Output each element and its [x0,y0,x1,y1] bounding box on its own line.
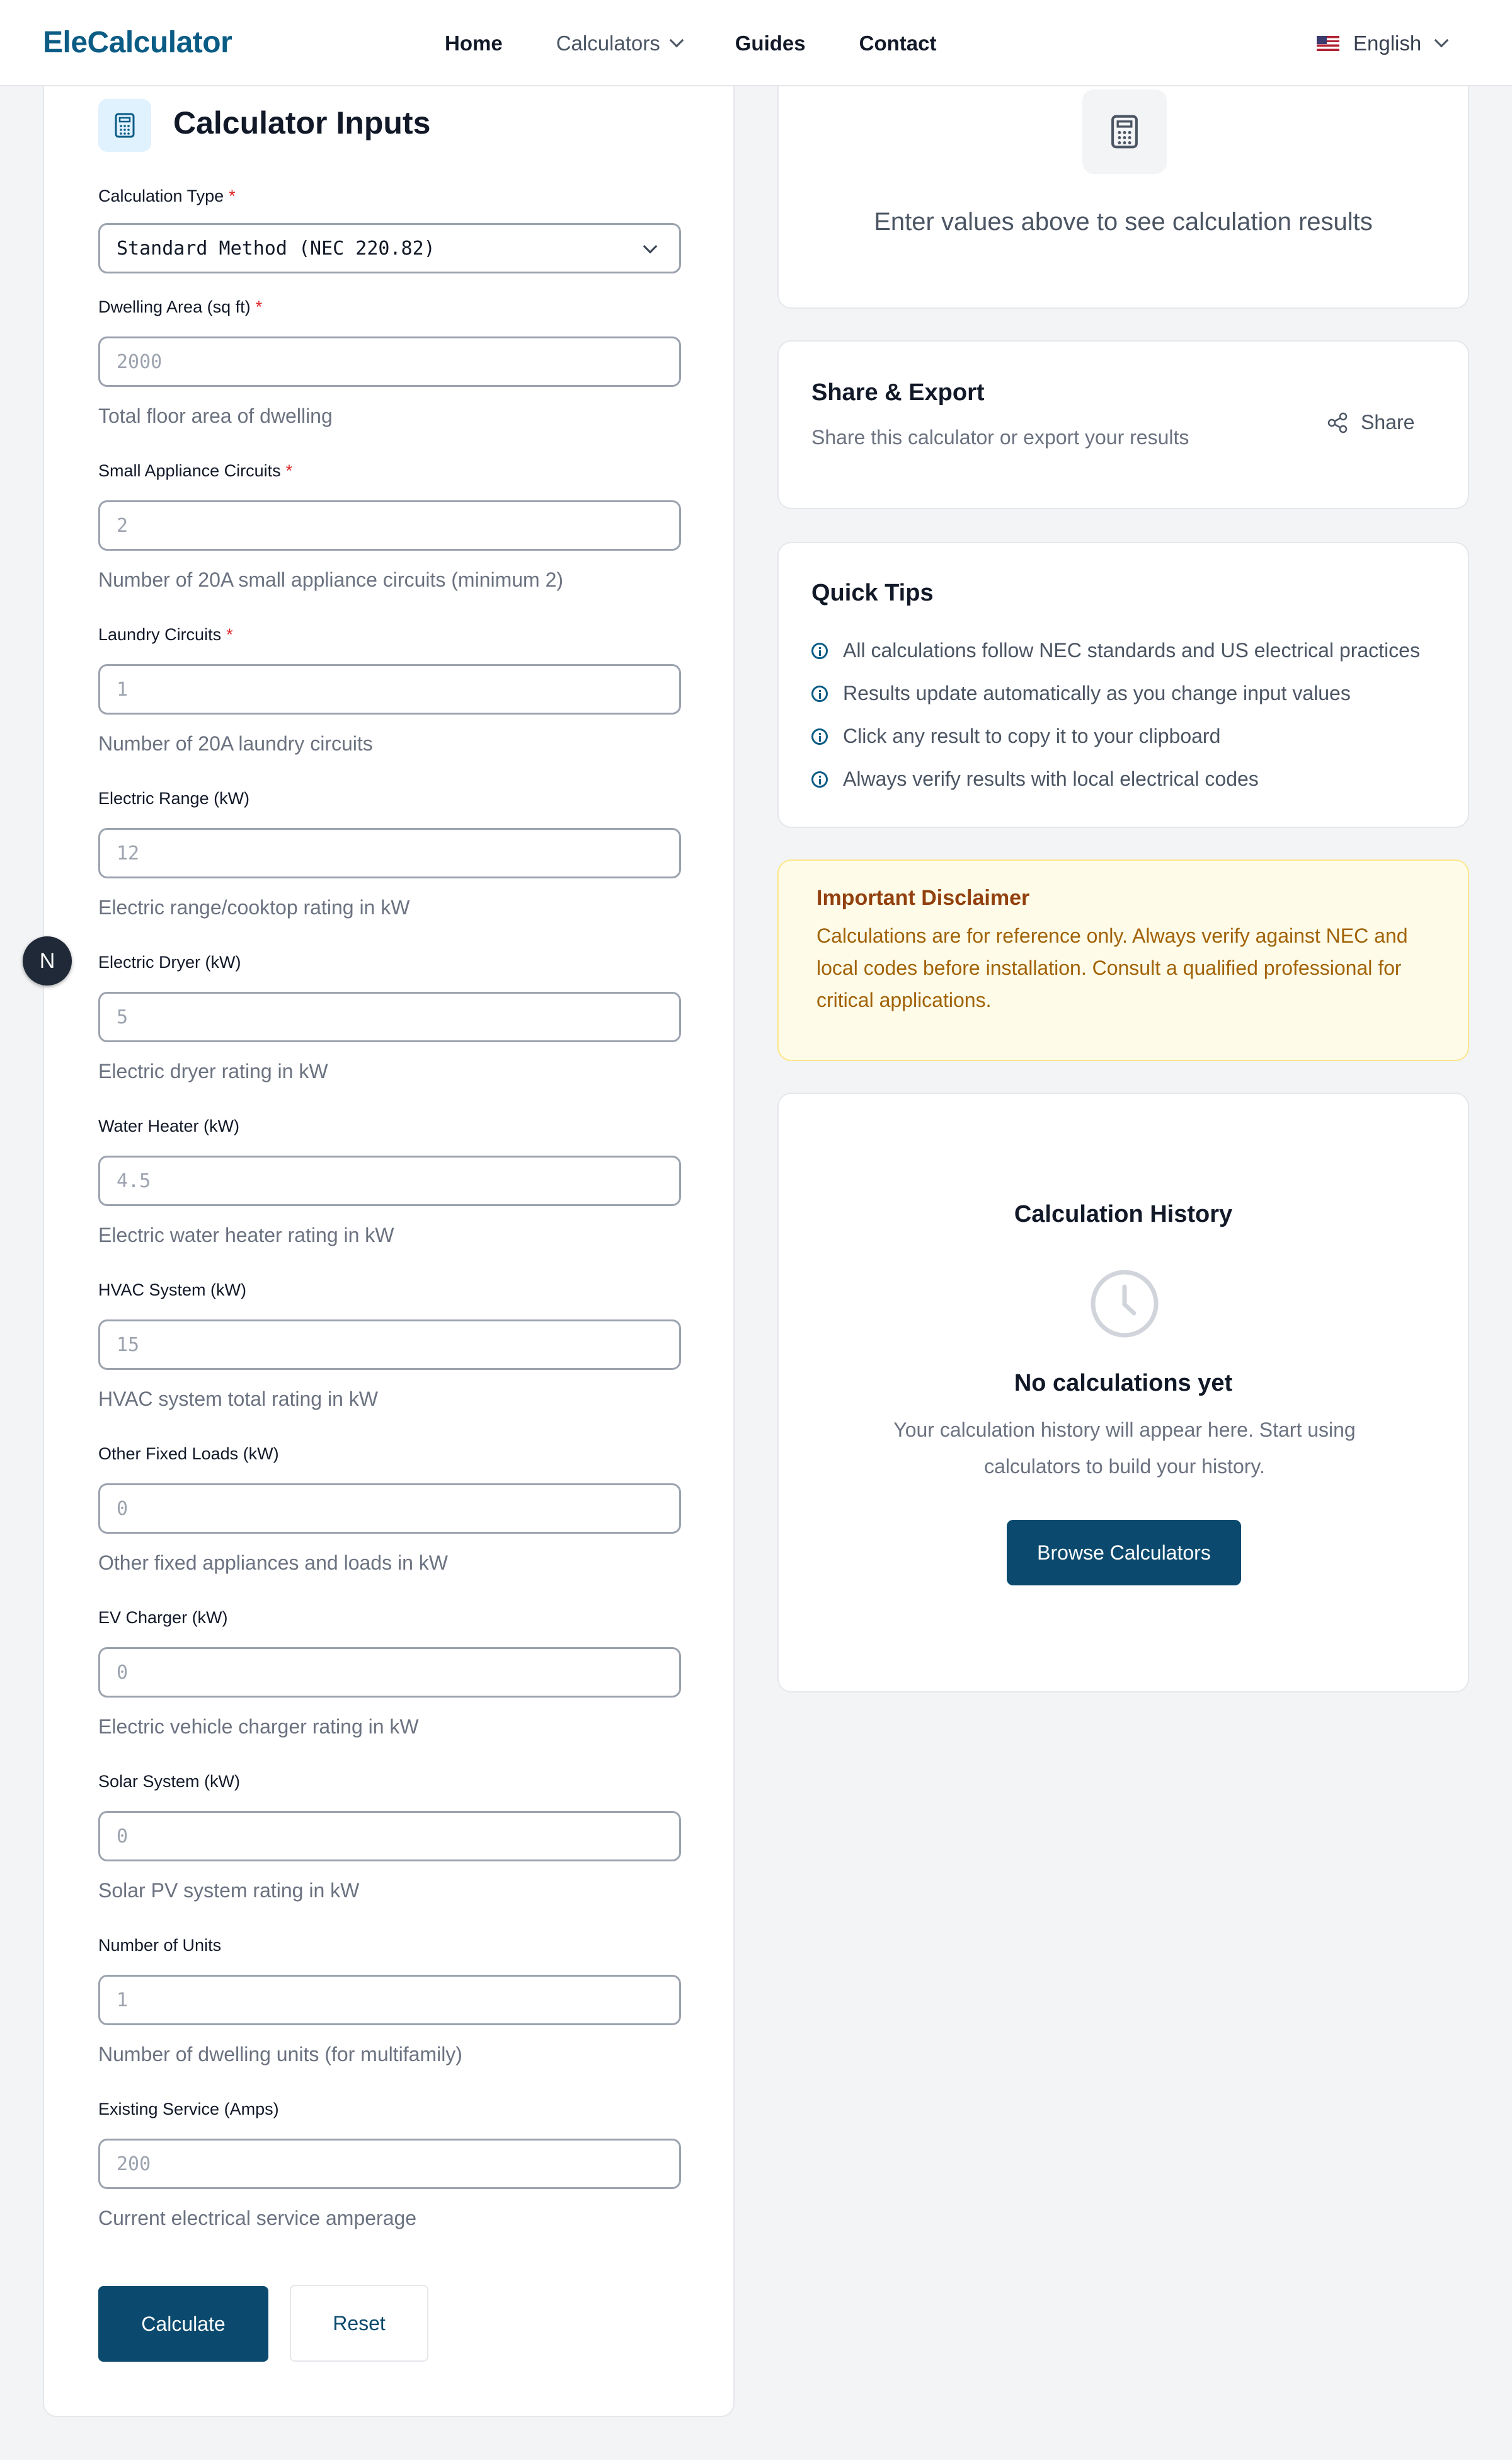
field-help-text: Electric dryer rating in kW [98,1060,328,1083]
field-placeholder: 2000 [117,350,163,373]
info-icon [811,643,828,659]
field-label [98,1772,240,1791]
field-placeholder: 200 [117,2152,151,2175]
disclaimer-title: Important Disclaimer [816,886,1030,910]
field-label-text: Electric Dryer (kW) [98,953,241,972]
share-export-card [777,340,1469,509]
field-placeholder: 0 [117,1661,129,1684]
field-label [98,1608,228,1628]
field-label-text: Dwelling Area (sq ft) [98,297,251,316]
disclaimer-card [777,859,1469,1061]
calculator-icon [98,99,151,152]
field-help-text: Total floor area of dwelling [98,405,333,427]
field-label-text: Electric Range (kW) [98,789,250,808]
floating-n-button[interactable]: N [23,936,72,986]
tip-text: Click any result to copy it to your clipboard [843,725,1221,747]
field-label [98,953,241,972]
nav-contact[interactable]: Contact [859,31,937,55]
field-label-text: Existing Service (Amps) [98,2100,279,2118]
field-label [98,1117,239,1136]
field-input[interactable] [98,1319,681,1370]
field-help-text: Electric water heater rating in kW [98,1224,394,1246]
main-nav [445,0,990,86]
us-flag-icon [1317,36,1339,51]
field-input[interactable] [98,1156,681,1206]
share-button-label: Share [1361,411,1415,434]
results-card [777,57,1469,309]
field-placeholder: 0 [117,1825,129,1848]
field-label [98,625,233,645]
tip-text: Results update automatically as you change input values [843,682,1351,704]
field-label [98,461,292,481]
history-empty-body: Your calculation history will appear here. Start using calculators to build your history. [893,1418,1356,1478]
field-label [98,1280,246,1300]
chevron-down-icon [669,33,684,47]
field-help-text: Electric vehicle charger rating in kW [98,1715,419,1738]
tip-item [811,725,1220,748]
clock-icon [1089,1268,1160,1340]
browse-calculators-button[interactable]: Browse Calculators [1007,1520,1241,1585]
field-help-text: Number of 20A small appliance circuits (minimum 2) [98,568,564,591]
results-empty-text: Enter values above to see calculation results [874,208,1373,236]
required-marker: * [229,187,236,205]
calculate-button[interactable]: Calculate [98,2286,268,2362]
field-input[interactable] [98,1483,681,1534]
disclaimer-body: Calculations are for reference only. Always verify against NEC and local codes before installation. Consult a qualified professional for critical applications. [816,924,1408,1011]
field-input[interactable] [98,500,681,551]
field-help-text: Solar PV system rating in kW [98,1879,360,1902]
tip-text: All calculations follow NEC standards and US electrical practices [843,639,1420,662]
field-label [98,1936,221,1955]
field-label-text: Number of Units [98,1936,222,1955]
tip-text: Always verify results with local electrical codes [843,767,1259,790]
field-placeholder: 15 [117,1333,140,1356]
calculation-history-card [777,1093,1469,1693]
field-label [98,789,249,808]
share-title: Share & Export [811,379,985,406]
chevron-down-icon [643,239,658,254]
field-label [98,1444,279,1464]
nav-calculators-label: Calculators [556,31,660,55]
calculator-icon [1082,89,1167,174]
nav-calculators[interactable] [556,32,682,55]
field-placeholder: 5 [117,1006,129,1028]
share-subtitle: Share this calculator or export your results [811,426,1189,449]
field-help-text: Current electrical service amperage [98,2207,417,2229]
tip-item [811,682,1351,705]
share-icon [1327,412,1348,434]
field-help-text: Number of 20A laundry circuits [98,732,373,755]
field-label-text: EV Charger (kW) [98,1608,228,1627]
info-icon [811,728,828,745]
field-placeholder: 12 [117,842,140,865]
nav-home[interactable]: Home [445,31,503,55]
history-empty-title: No calculations yet [1014,1370,1233,1396]
field-help-text: HVAC system total rating in kW [98,1388,378,1410]
tip-item [811,639,1420,662]
language-selector[interactable] [1317,0,1446,86]
required-marker: * [226,625,233,644]
required-marker: * [255,297,263,316]
history-title: Calculation History [1014,1201,1233,1227]
field-label-text: Small Appliance Circuits [98,461,281,480]
field-input[interactable] [98,1647,681,1698]
field-input[interactable] [98,828,681,878]
info-icon [811,771,828,788]
field-label-text: HVAC System (kW) [98,1280,246,1299]
field-label-text: Laundry Circuits [98,625,222,644]
field-input[interactable] [98,992,681,1042]
calc-type-label [98,187,236,206]
field-input[interactable] [98,336,681,387]
language-label: English [1353,31,1422,55]
field-input[interactable] [98,664,681,715]
field-input[interactable] [98,1975,681,2025]
share-button[interactable] [1327,411,1414,434]
field-input[interactable] [98,2139,681,2189]
chevron-down-icon [1435,33,1449,47]
field-label-text: Other Fixed Loads (kW) [98,1444,279,1463]
nav-guides[interactable]: Guides [735,31,806,55]
required-marker: * [285,461,293,480]
site-logo[interactable]: EleCalculator [43,26,232,59]
calc-type-value: Standard Method (NEC 220.82) [117,237,435,260]
field-label [98,297,262,317]
quick-tips-title: Quick Tips [811,580,934,606]
field-placeholder: 1 [117,1989,129,2011]
field-help-text: Other fixed appliances and loads in kW [98,1551,448,1574]
field-help-text: Electric range/cooktop rating in kW [98,896,410,919]
tip-item [811,767,1259,791]
field-label [98,2100,279,2119]
site-header [0,0,1512,86]
info-icon [811,686,828,702]
calculator-inputs-title: Calculator Inputs [173,105,431,141]
field-placeholder: 1 [117,678,129,701]
calc-type-select[interactable] [98,223,681,273]
calc-type-label-text: Calculation Type [98,187,224,205]
field-placeholder: 4.5 [117,1170,151,1192]
reset-button[interactable]: Reset [290,2285,428,2362]
field-label-text: Water Heater (kW) [98,1117,240,1135]
field-placeholder: 2 [117,514,129,537]
field-placeholder: 0 [117,1497,129,1520]
field-label-text: Solar System (kW) [98,1772,241,1791]
field-help-text: Number of dwelling units (for multifamily) [98,2043,462,2066]
field-input[interactable] [98,1811,681,1861]
quick-tips-card [777,542,1469,828]
